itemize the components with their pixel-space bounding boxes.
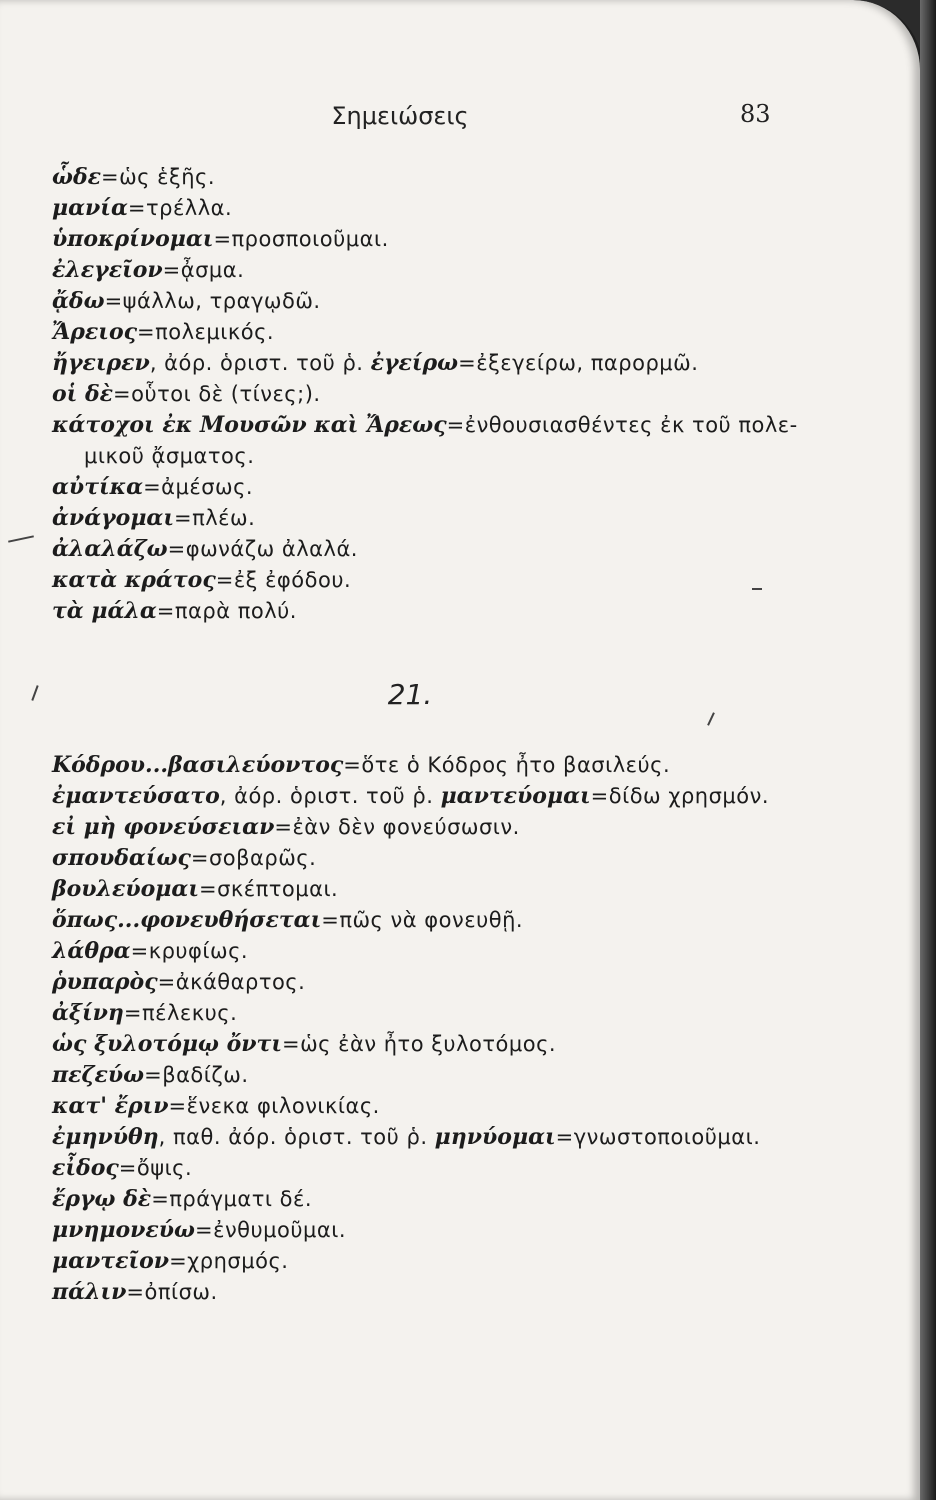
entry-gloss: =ἐὰν δὲν φονεύσωσιν. — [274, 815, 520, 839]
glossary-entry — [52, 379, 798, 410]
glossary-entry — [52, 1060, 769, 1091]
glossary-entry — [52, 1091, 769, 1122]
entry-gloss: =ὡς ἑξῆς. — [101, 165, 216, 189]
entry-lemma: μαντεῖον — [52, 1248, 170, 1274]
entry-lemma: ἐμαντεύσατο — [52, 783, 220, 809]
entry-gloss: =πολεμικός. — [137, 320, 275, 344]
entry-lemma: πάλιν — [52, 1279, 127, 1305]
entry-gloss: =ψάλλω, τραγῳδῶ. — [104, 289, 321, 313]
entry-lemma: κατὰ κράτος — [52, 567, 216, 593]
glossary-section-a — [52, 162, 798, 627]
glossary-entry — [52, 936, 769, 967]
entry-gloss: =πλέω. — [174, 506, 256, 530]
entry-gloss: =χρησμός. — [169, 1249, 289, 1273]
entry-verb-lemma: μηνύομαι — [434, 1124, 556, 1150]
entry-lemma: ἔργῳ δὲ — [52, 1186, 152, 1212]
entry-lemma: κατ' ἔριν — [52, 1093, 169, 1119]
margin-mark — [8, 535, 34, 542]
entry-lemma: μανία — [52, 195, 128, 221]
entry-lemma: λάθρα — [52, 938, 131, 964]
entry-gloss: =ἐνθουσιασθέντες ἐκ τοῦ πολε- — [446, 413, 798, 437]
glossary-entry — [52, 565, 798, 596]
glossary-entry — [52, 1215, 769, 1246]
entry-gloss: =σκέπτομαι. — [198, 877, 339, 901]
glossary-entry — [52, 441, 798, 472]
glossary-entry — [52, 317, 798, 348]
entry-gloss: =πέλεκυς. — [123, 1001, 238, 1025]
entry-verb-gloss: =γνωστοποιοῦμαι. — [555, 1125, 761, 1149]
entry-gloss: =ᾆσμα. — [162, 258, 245, 282]
entry-lemma: εἶδος — [52, 1155, 119, 1181]
entry-lemma: σπουδαίως — [52, 845, 191, 871]
glossary-section-b — [52, 750, 769, 1308]
entry-lemma: βουλεύομαι — [52, 876, 199, 902]
entry-gloss: =σοβαρῶς. — [190, 846, 317, 870]
entry-lemma: ῥυπαρὸς — [52, 969, 158, 995]
entry-gloss: =ἀκάθαρτος. — [157, 970, 306, 994]
page-header-title: Σημειώσεις — [331, 102, 469, 130]
entry-lemma: κάτοχοι ἐκ Μουσῶν καὶ Ἄρεως — [52, 412, 447, 438]
glossary-entry — [52, 1153, 769, 1184]
glossary-entry — [52, 874, 769, 905]
glossary-entry — [52, 472, 798, 503]
glossary-entry — [52, 596, 798, 627]
entry-lemma: ὧδε — [52, 164, 101, 190]
entry-gloss: =φωνάζω ἀλαλά. — [167, 537, 358, 561]
glossary-entry — [52, 255, 798, 286]
entry-gloss: , ἀόρ. ὁριστ. τοῦ ῥ. — [149, 351, 371, 375]
glossary-entry — [52, 162, 798, 193]
entry-gloss: =ὀπίσω. — [126, 1280, 218, 1304]
entry-gloss: =ἐνθυμοῦμαι. — [195, 1218, 347, 1242]
entry-lemma: Κόδρου...βασιλεύοντος — [52, 752, 344, 778]
entry-verb-gloss: =ἐξεγείρω, παρορμῶ. — [458, 351, 699, 375]
glossary-entry — [52, 750, 769, 781]
glossary-entry — [52, 843, 769, 874]
entry-lemma: μνημονεύω — [52, 1217, 195, 1243]
entry-gloss: =ἐξ ἐφόδου. — [215, 568, 352, 592]
entry-lemma: ὅπως...φονευθήσεται — [52, 907, 322, 933]
entry-lemma: εἰ μὴ φονεύσειαν — [52, 814, 275, 840]
margin-mark — [707, 712, 715, 726]
entry-gloss: =πῶς νὰ φονευθῇ. — [321, 908, 524, 932]
entry-lemma: οἱ δὲ — [52, 381, 114, 407]
glossary-entry — [52, 967, 769, 998]
entry-lemma: ἐμηνύθη — [52, 1124, 159, 1150]
entry-gloss: =ὡς ἐὰν ἦτο ξυλοτόμος. — [281, 1032, 557, 1056]
entry-gloss: =πράγματι δέ. — [151, 1187, 313, 1211]
entry-gloss: μικοῦ ᾄσματος. — [84, 444, 255, 468]
entry-lemma: ὑποκρίνομαι — [52, 226, 214, 252]
entry-lemma: ἀξίνη — [52, 1000, 124, 1026]
glossary-entry — [52, 1122, 769, 1153]
entry-gloss: =τρέλλα. — [127, 196, 233, 220]
entry-verb-lemma: ἐγείρω — [370, 350, 459, 376]
margin-mark — [752, 588, 762, 590]
entry-gloss: =βαδίζω. — [144, 1063, 249, 1087]
glossary-entry — [52, 224, 798, 255]
entry-gloss: =κρυφίως. — [130, 939, 249, 963]
glossary-entry — [52, 503, 798, 534]
entry-lemma: Ἄρειος — [52, 319, 138, 345]
section-number: 21. — [387, 678, 433, 711]
entry-lemma: αὐτίκα — [52, 474, 144, 500]
glossary-entry — [52, 1184, 769, 1215]
entry-gloss: =ὄψις. — [118, 1156, 193, 1180]
entry-lemma: ἀνάγομαι — [52, 505, 174, 531]
entry-lemma: ᾄδω — [52, 288, 105, 314]
entry-gloss: =προσποιοῦμαι. — [213, 227, 389, 251]
entry-lemma: πεζεύω — [52, 1062, 145, 1088]
entry-lemma: ἤγειρεν — [52, 350, 150, 376]
entry-lemma: ἀλαλάζω — [52, 536, 168, 562]
entry-gloss: =οὗτοι δὲ (τίνες;). — [113, 382, 321, 406]
entry-gloss: =ὅτε ὁ Κόδρος ἦτο βασιλεύς. — [343, 753, 671, 777]
entry-gloss: , ἀόρ. ὁριστ. τοῦ ῥ. — [219, 784, 441, 808]
glossary-entry — [52, 1029, 769, 1060]
entry-gloss: =ἕνεκα φιλονικίας. — [168, 1094, 380, 1118]
entry-verb-gloss: =δίδω χρησμόν. — [590, 784, 770, 808]
entry-lemma: ἐλεγεῖον — [52, 257, 163, 283]
glossary-entry — [52, 286, 798, 317]
glossary-entry — [52, 410, 798, 441]
glossary-entry — [52, 1246, 769, 1277]
glossary-entry — [52, 812, 769, 843]
glossary-entry — [52, 534, 798, 565]
book-spine-edge — [920, 0, 936, 1500]
glossary-entry — [52, 998, 769, 1029]
page-number: 83 — [740, 100, 771, 128]
entry-gloss: =παρὰ πολύ. — [156, 599, 297, 623]
glossary-entry — [52, 348, 798, 379]
glossary-entry — [52, 1277, 769, 1308]
glossary-entry — [52, 781, 769, 812]
entry-lemma: ὡς ξυλοτόμῳ ὄντι — [52, 1031, 282, 1057]
entry-verb-lemma: μαντεύομαι — [440, 783, 591, 809]
glossary-entry — [52, 905, 769, 936]
entry-gloss: =ἀμέσως. — [143, 475, 254, 499]
entry-gloss: , παθ. ἀόρ. ὁριστ. τοῦ ῥ. — [158, 1125, 435, 1149]
entry-lemma: τὰ μάλα — [52, 598, 157, 624]
glossary-entry — [52, 193, 798, 224]
